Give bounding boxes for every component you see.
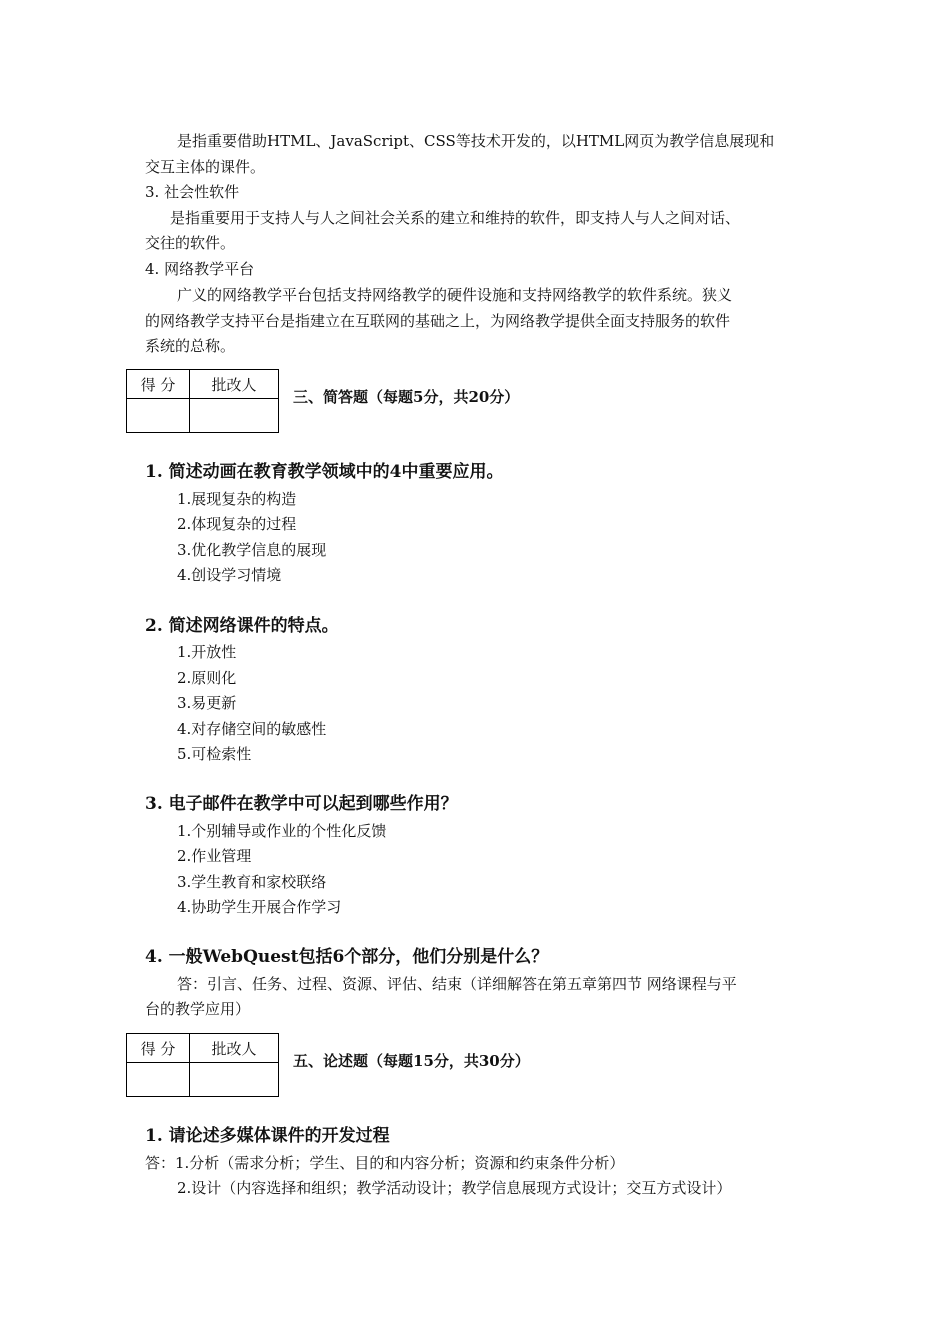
- q1-answer-2: 2.体现复杂的过程: [177, 515, 297, 533]
- item4-line-2: 的网络教学支持平台是指建立在互联网的基础之上，为网络教学提供全面支持服务的软件: [145, 312, 731, 330]
- q3-answer-1: 1.个别辅导或作业的个性化反馈: [177, 822, 387, 840]
- item3-title: 3. 社会性软件: [145, 183, 240, 201]
- s5-q1-answer-line-1: 答：1.分析（需求分析；学生、目的和内容分析；资源和约束条件分析）: [145, 1154, 625, 1172]
- score-table: [126, 1033, 279, 1097]
- section3-title: 三、简答题（每题5分，共20分）: [293, 388, 520, 406]
- q2-title: 2. 简述网络课件的特点。: [145, 616, 339, 636]
- score-cell[interactable]: [127, 1063, 190, 1097]
- q4-title: 4. 一般WebQuest包括6个部分，他们分别是什么？: [145, 947, 549, 967]
- s5-q1-answer-line-2: 2.设计（内容选择和组织；教学活动设计；教学信息展现方式设计；交互方式设计）: [177, 1179, 732, 1197]
- q1-answer-1: 1.展现复杂的构造: [177, 490, 297, 508]
- item4-title: 4. 网络教学平台: [145, 260, 255, 278]
- item4-line-3: 系统的总称。: [145, 337, 236, 355]
- section5-title: 五、论述题（每题15分，共30分）: [293, 1052, 530, 1070]
- score-header: 得 分: [127, 1034, 190, 1063]
- q2-answer-5: 5.可检索性: [177, 745, 252, 763]
- intro-line-1: 是指重要借助HTML、JavaScript、CSS等技术开发的，以HTML网页为教学信息展现和: [177, 132, 775, 150]
- q2-answer-3: 3.易更新: [177, 694, 237, 712]
- q3-answer-3: 3.学生教育和家校联络: [177, 873, 327, 891]
- q3-title: 3. 电子邮件在教学中可以起到哪些作用？: [145, 794, 458, 814]
- q4-answer-line-2: 台的教学应用）: [145, 1000, 251, 1018]
- q1-answer-3: 3.优化教学信息的展现: [177, 541, 327, 559]
- score-cell[interactable]: [127, 399, 190, 433]
- q1-title: 1. 简述动画在教育教学领域中的4中重要应用。: [145, 462, 504, 482]
- q3-answer-2: 2.作业管理: [177, 847, 252, 865]
- grader-header: 批改人: [190, 1034, 279, 1063]
- q3-answer-4: 4.协助学生开展合作学习: [177, 898, 342, 916]
- score-table: [126, 369, 279, 433]
- grader-cell[interactable]: [190, 399, 279, 433]
- q2-answer-1: 1.开放性: [177, 643, 237, 661]
- grader-header: 批改人: [190, 370, 279, 399]
- grader-cell[interactable]: [190, 1063, 279, 1097]
- item3-line-1: 是指重要用于支持人与人之间社会关系的建立和维持的软件，即支持人与人之间对话、: [170, 209, 741, 227]
- q1-answer-4: 4.创设学习情境: [177, 566, 282, 584]
- q4-answer-line-1: 答：引言、任务、过程、资源、评估、结束（详细解答在第五章第四节 网络课程与平: [177, 975, 737, 993]
- intro-line-2: 交互主体的课件。: [145, 158, 266, 176]
- q2-answer-2: 2.原则化: [177, 669, 237, 687]
- score-header: 得 分: [127, 370, 190, 399]
- item4-line-1: 广义的网络教学平台包括支持网络教学的硬件设施和支持网络教学的软件系统。狭义: [177, 286, 733, 304]
- s5-q1-title: 1. 请论述多媒体课件的开发过程: [145, 1126, 390, 1146]
- item3-line-2: 交往的软件。: [145, 234, 236, 252]
- q2-answer-4: 4.对存储空间的敏感性: [177, 720, 327, 738]
